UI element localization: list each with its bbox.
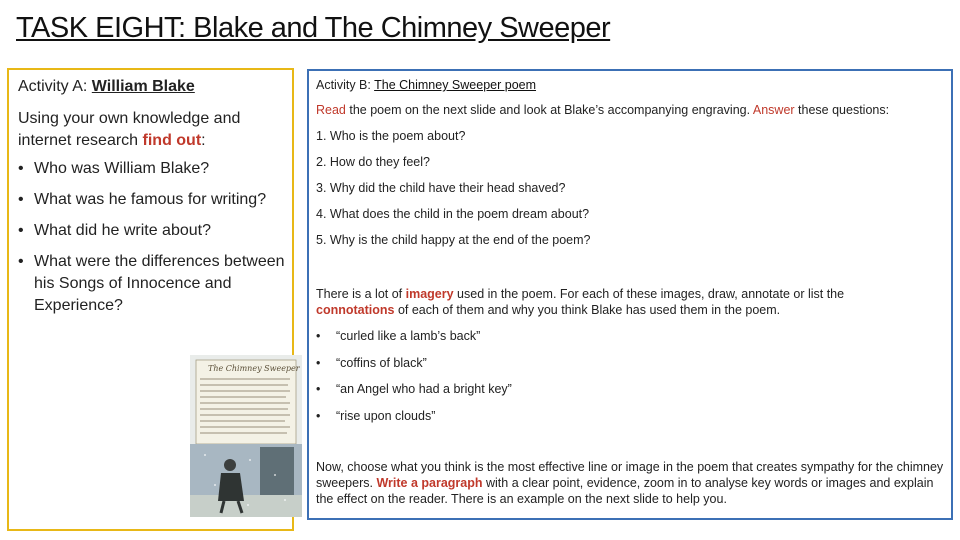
activity-b-instructions: Read the poem on the next slide and look at Blake’s accompanying engraving. Answer these questions: <box>316 103 890 117</box>
list-item: • “curled like a lamb’s back” <box>316 328 512 355</box>
page-title: TASK EIGHT: Blake and The Chimney Sweeper <box>16 12 611 44</box>
connotations-highlight: connotations <box>316 303 395 317</box>
find-out-highlight: find out <box>142 132 202 149</box>
imagery-instructions: There is a lot of imagery used in the poem. For each of these images, draw, annotate or list the connotations of each of them and why you think Blake has used them in the poem. <box>316 287 845 317</box>
activity-b-panel <box>307 69 953 520</box>
quote-list <box>316 328 512 434</box>
list-item: 5. Why is the child happy at the end of the poem? <box>316 233 591 247</box>
list-item: • What were the differences between his Songs of Innocence and Experience? <box>18 251 288 317</box>
activity-b-questions <box>316 128 590 258</box>
paragraph-task: Now, choose what you think is the most effective line or image in the poem that creates sympathy for the chimney sweepers. Write a paragraph with a clear point, evidence, zoom in to analyse key words or images and explain the effect on the reader. There is an example on the next slide to help you. <box>316 460 944 506</box>
activity-b-heading: Activity B: The Chimney Sweeper poem <box>316 78 537 92</box>
imagery-highlight: imagery <box>405 287 454 301</box>
list-item: 3. Why did the child have their head shaved? <box>316 181 566 195</box>
list-item: 4. What does the child in the poem dream about? <box>316 207 590 221</box>
engraving-heading: The Chimney Sweeper <box>208 364 300 373</box>
list-item: • What did he write about? <box>18 220 288 242</box>
chimney-sweeper-engraving <box>190 355 302 517</box>
list-item: • “an Angel who had a bright key” <box>316 381 512 408</box>
list-item: 1. Who is the poem about? <box>316 129 466 143</box>
list-item: • What was he famous for writing? <box>18 189 288 211</box>
read-highlight: Read <box>316 103 346 117</box>
activity-a-questions <box>18 158 288 326</box>
list-item: • “coffins of black” <box>316 355 512 382</box>
activity-b-subject: The Chimney Sweeper poem <box>374 78 537 92</box>
activity-a-subject: William Blake <box>91 78 195 95</box>
answer-highlight: Answer <box>752 103 795 117</box>
list-item: 2. How do they feel? <box>316 155 430 169</box>
list-item: • “rise upon clouds” <box>316 408 512 435</box>
activity-a-heading: Activity A: William Blake <box>18 78 195 95</box>
activity-a-intro: Using your own knowledge and internet research find out: <box>18 110 241 149</box>
write-paragraph-highlight: Write a paragraph <box>376 476 483 490</box>
list-item: • Who was William Blake? <box>18 158 288 180</box>
